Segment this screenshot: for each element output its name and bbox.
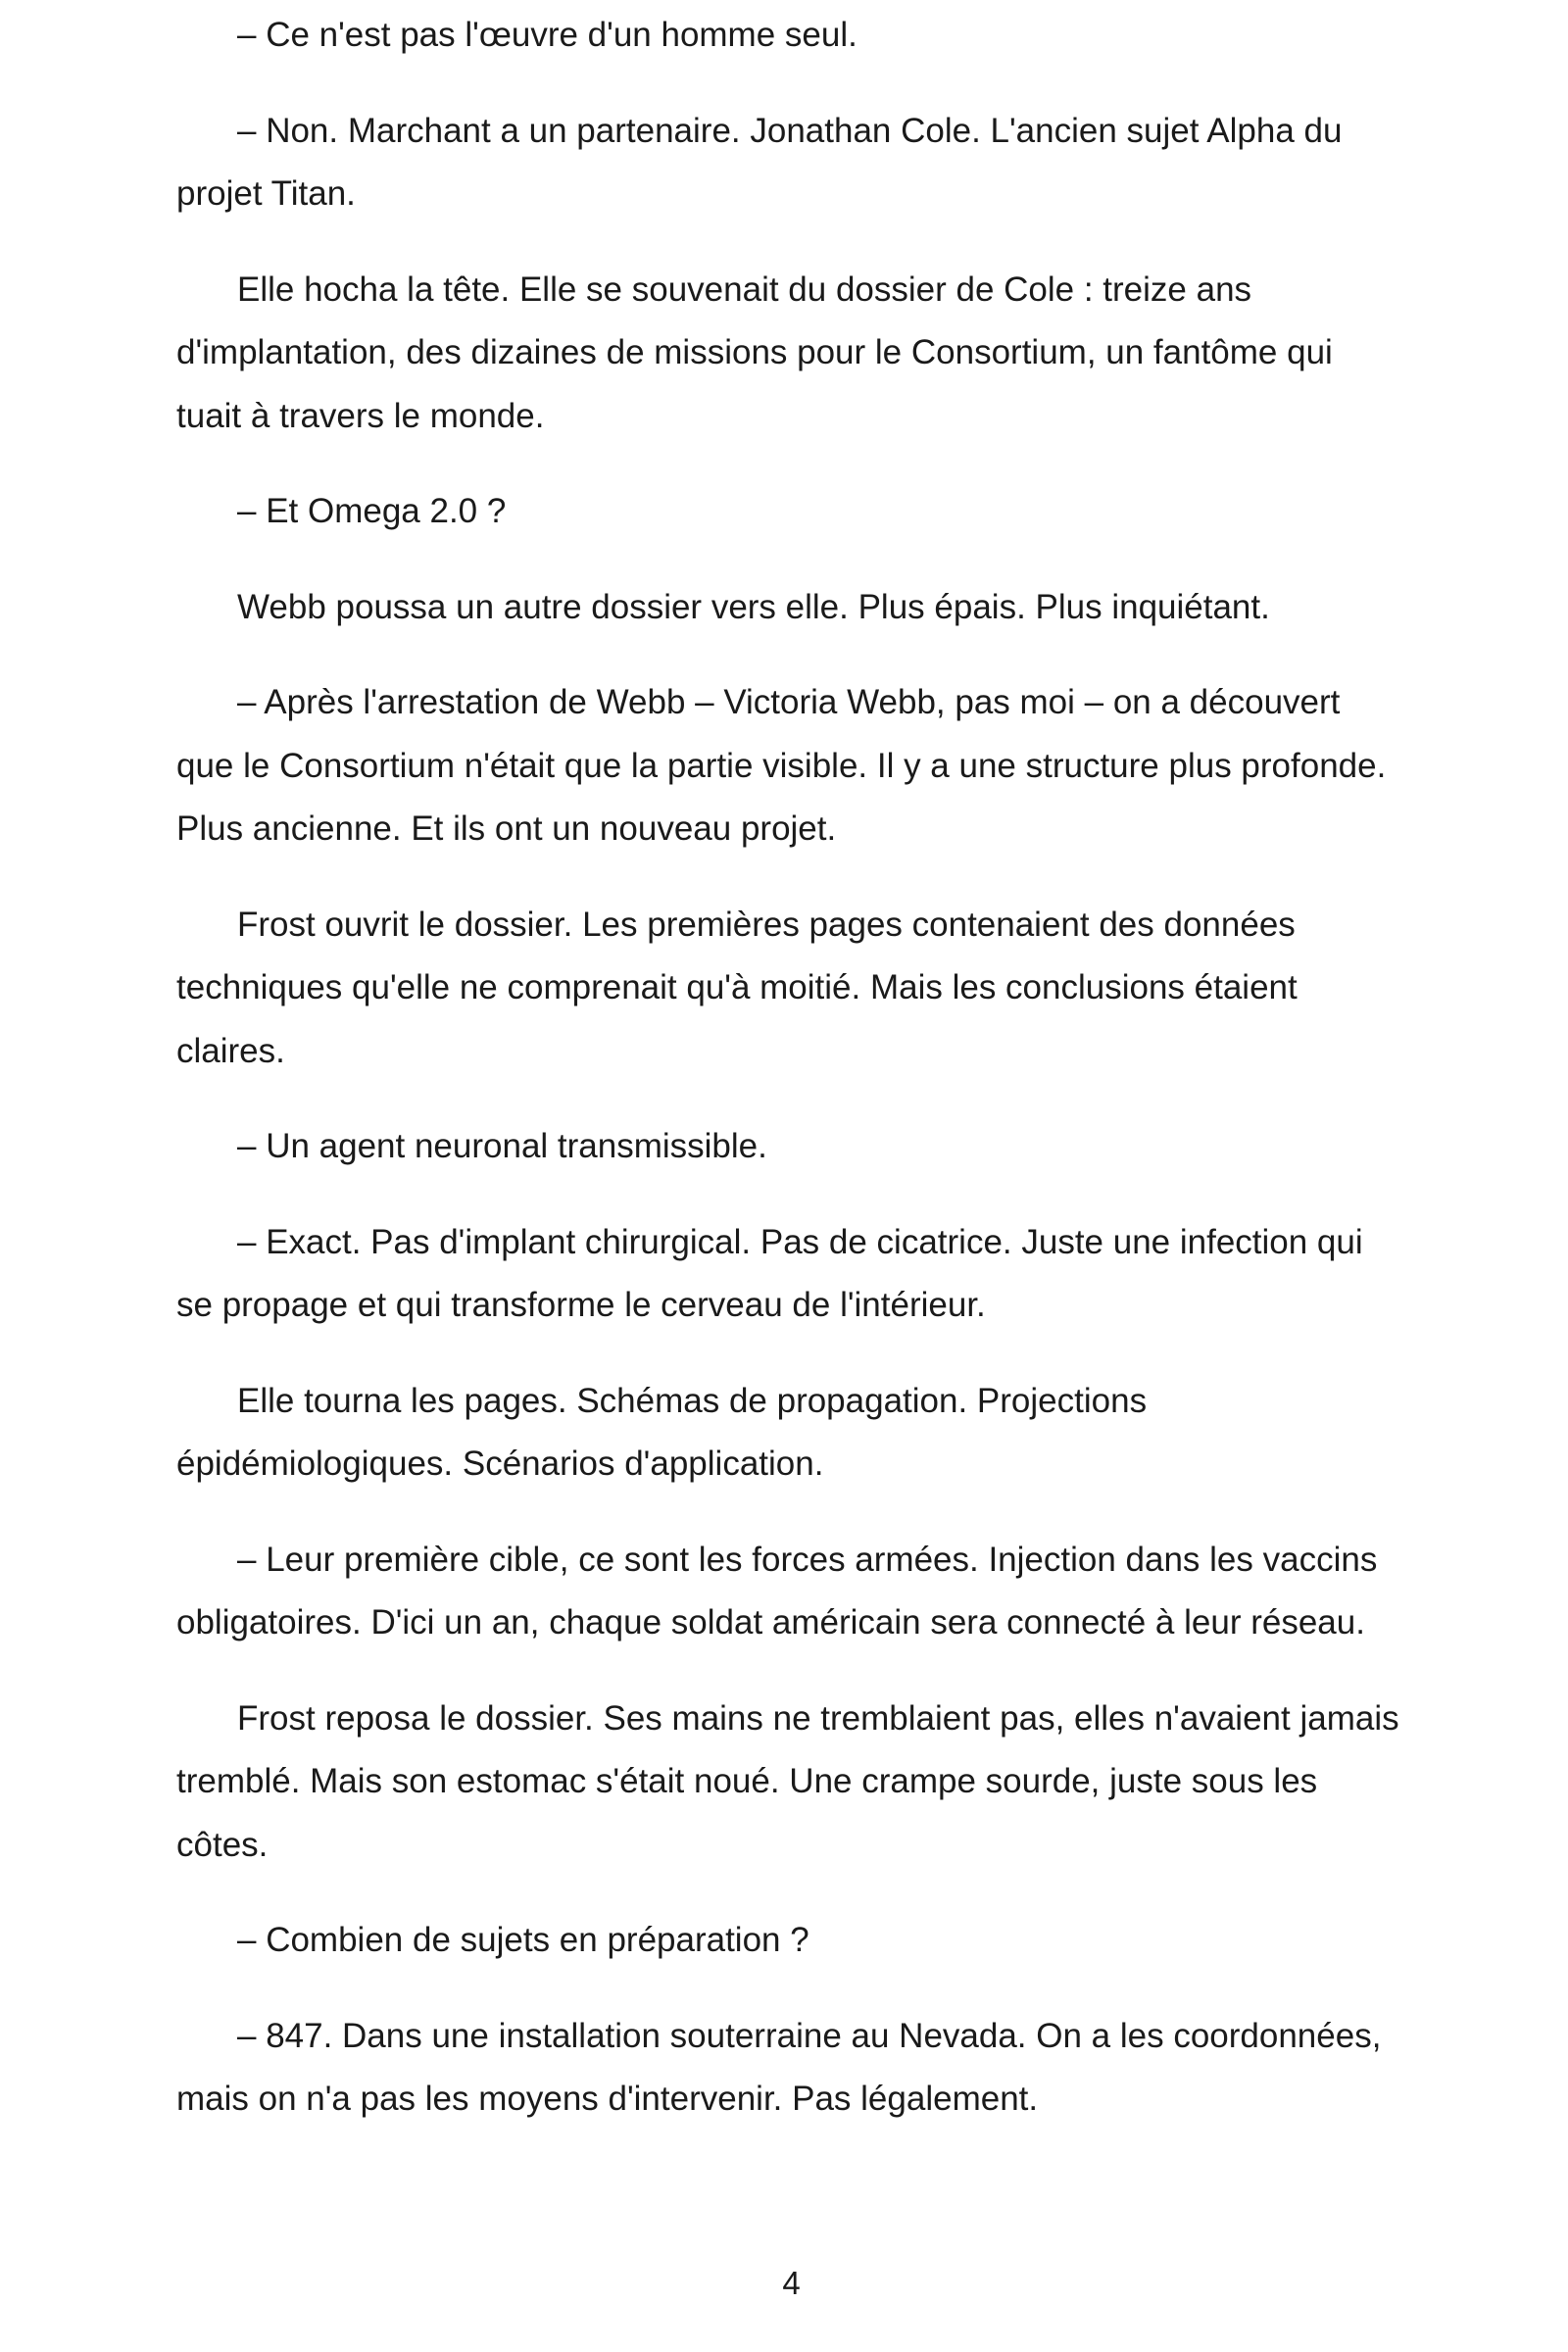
paragraph: Elle hocha la tête. Elle se souvenait du dossier de Cole : treize ans d'implantation, des dizaines de missions pour le Consortium, un fantôme qui tuait à travers le monde. [176, 270, 1333, 435]
paragraph: – Leur première cible, ce sont les forces armées. Injection dans les vaccins obligatoires. D'ici un an, chaque soldat américain sera connecté à leur réseau. [176, 1540, 1378, 1642]
paragraph: Webb poussa un autre dossier vers elle. Plus épais. Plus inquiétant. [237, 587, 1270, 626]
page-number: 4 [782, 2265, 801, 2301]
paragraph: Elle tourna les pages. Schémas de propagation. Projections épidémiologiques. Scénarios d'application. [176, 1381, 1148, 1483]
paragraph: – Non. Marchant a un partenaire. Jonathan Cole. L'ancien sujet Alpha du projet Titan. [176, 111, 1343, 213]
paragraph: – Après l'arrestation de Webb – Victoria Webb, pas moi – on a découvert que le Consortium n'était que la partie visible. Il y a une structure plus profonde. Plus ancienne. Et ils ont un nouveau projet. [176, 683, 1387, 848]
paragraph: – Ce n'est pas l'œuvre d'un homme seul. [237, 16, 858, 54]
paragraph: Frost ouvrit le dossier. Les premières pages contenaient des données techniques qu'elle ne comprenait qu'à moitié. Mais les conclusions étaient claires. [176, 905, 1298, 1070]
paragraph: – Exact. Pas d'implant chirurgical. Pas de cicatrice. Juste une infection qui se propage et qui transforme le cerveau de l'intérieur. [176, 1222, 1363, 1324]
paragraph: – Combien de sujets en préparation ? [237, 1921, 809, 1959]
paragraph: – 847. Dans une installation souterraine au Nevada. On a les coordonnées, mais on n'a pas les moyens d'intervenir. Pas légalement. [176, 2016, 1382, 2118]
body-text [176, 4, 1406, 2164]
paragraph: Frost reposa le dossier. Ses mains ne tremblaient pas, elles n'avaient jamais tremblé. Mais son estomac s'était noué. Une crampe sourde, juste sous les côtes. [176, 1698, 1399, 1864]
paragraph: – Et Omega 2.0 ? [237, 492, 507, 530]
document-page [176, 0, 1406, 2352]
paragraph: – Un agent neuronal transmissible. [237, 1127, 767, 1165]
